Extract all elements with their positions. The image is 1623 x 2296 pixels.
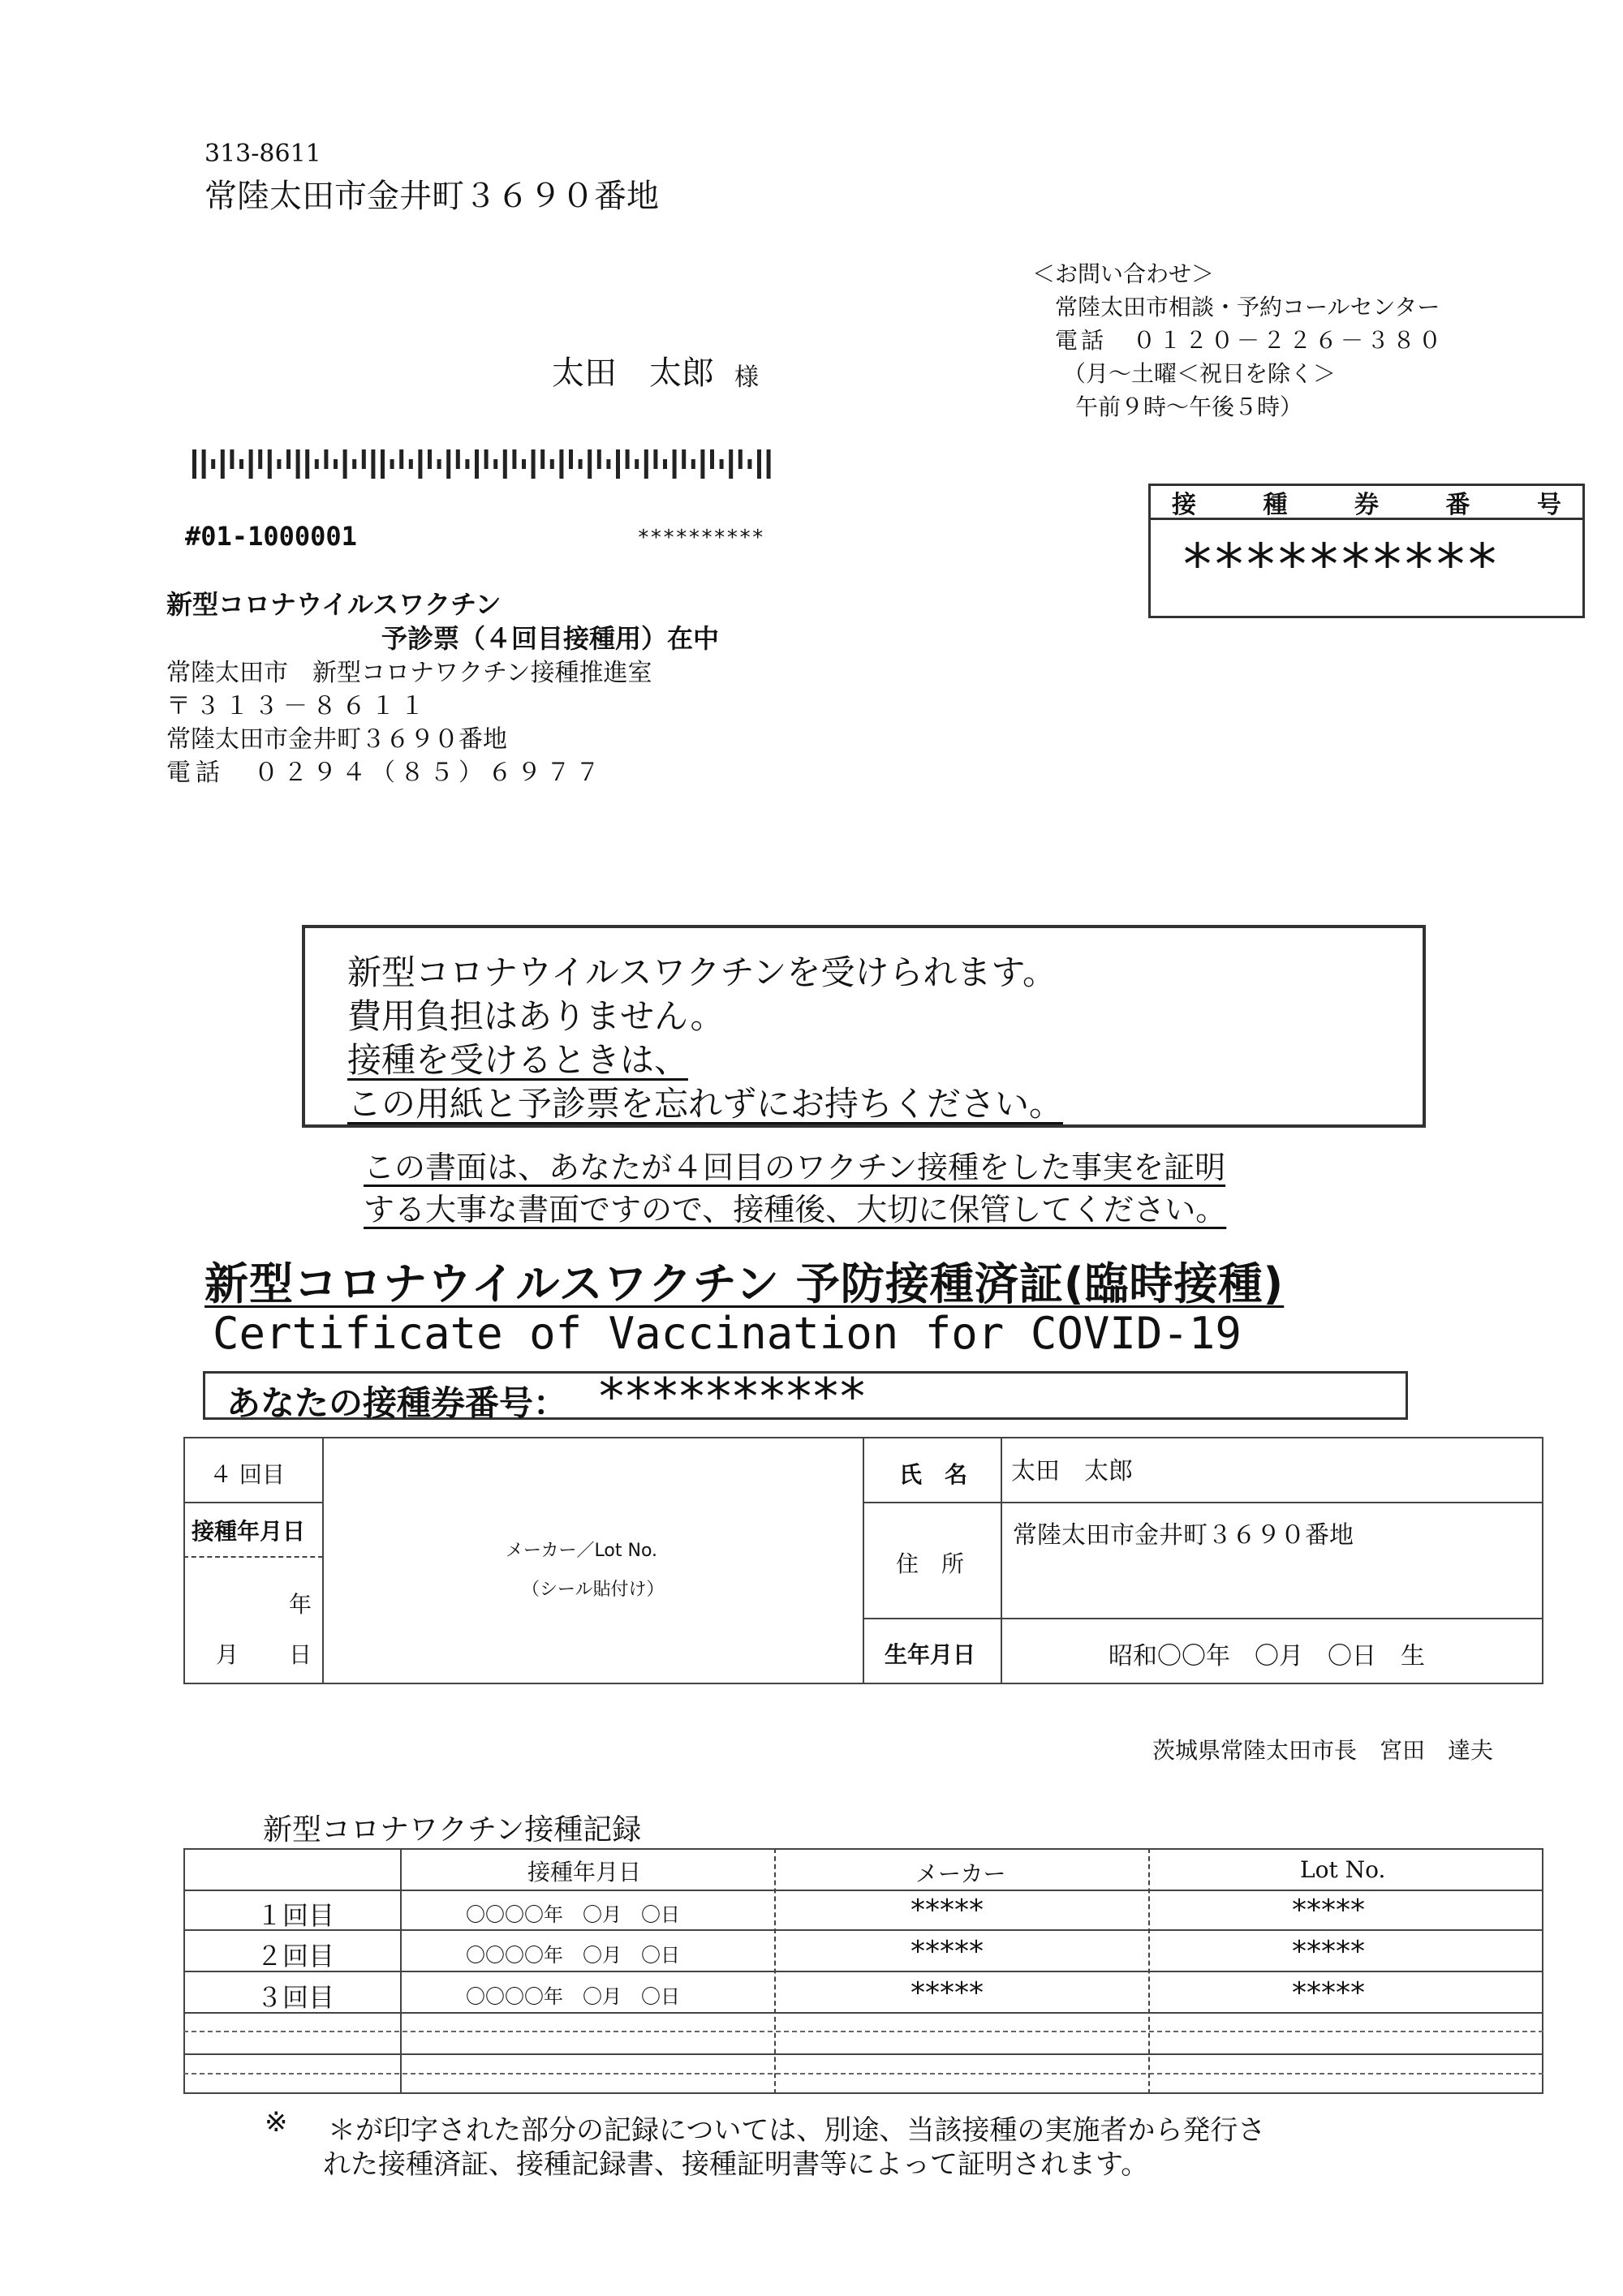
barcode-number: #01-1000001 — [185, 521, 357, 552]
postal-code: 313-8611 — [204, 140, 321, 168]
contact-heading: ＜お問い合わせ＞ — [1032, 260, 1215, 287]
record-maker: ***** — [911, 1976, 984, 2010]
barcode-bar — [446, 449, 450, 479]
voucher-number-value: ********** — [1183, 531, 1500, 598]
divider — [863, 1502, 1543, 1503]
voucher-header-char: 号 — [1537, 490, 1561, 519]
barcode-stars: ********** — [637, 526, 764, 550]
address-line: 常陸太田市金井町３６９０番地 — [204, 178, 659, 215]
barcode-bar — [192, 449, 196, 479]
barcode-bar — [588, 449, 592, 479]
barcode-bar — [710, 449, 714, 469]
notice-line-3: 接種を受けるときは、 — [347, 1040, 689, 1080]
divider — [863, 1618, 1543, 1619]
vaccination-date-label: 接種年月日 — [192, 1518, 306, 1545]
divider — [322, 1437, 324, 1684]
barcode-bar — [503, 449, 507, 479]
barcode-bar — [305, 449, 309, 479]
barcode-bar — [230, 449, 234, 469]
contact-center: 常陸太田市相談・予約コールセンター — [1055, 294, 1440, 320]
barcode-bar — [221, 449, 225, 479]
barcode-bar — [362, 449, 366, 469]
year-label: 年 — [289, 1591, 312, 1618]
voucher-number-header — [1151, 486, 1582, 520]
barcode-bar — [456, 449, 460, 469]
divider — [183, 1890, 1543, 1891]
certificate-voucher-box — [203, 1367, 1408, 1426]
barcode-bar — [522, 459, 526, 469]
divider — [183, 2073, 1543, 2075]
barcode-bar — [673, 449, 677, 479]
record-maker: ***** — [911, 1935, 984, 1968]
customer-barcode — [191, 449, 779, 482]
day-label: 日 — [289, 1641, 312, 1668]
barcode-bar — [277, 459, 281, 469]
barcode-bar — [296, 449, 300, 479]
month-label: 月 — [216, 1641, 239, 1668]
divider — [183, 1556, 323, 1558]
recipient-honorific: 様 — [734, 363, 759, 392]
barcode-bar — [738, 449, 743, 469]
barcode-bar — [399, 449, 403, 469]
recipient-name: 太田 太郎 — [552, 355, 714, 392]
barcode-bar — [315, 459, 319, 469]
record-date: 〇〇〇〇年 〇月 〇日 — [466, 1944, 680, 1967]
contact-hours-days: （月～土曜＜祝日を除く＞ — [1063, 360, 1337, 387]
divider — [183, 2053, 1543, 2055]
certificate-note-line-2: する大事な書面ですので、接種後、大切に保管してください。 — [364, 1192, 1227, 1228]
notice-line-4: この用紙と予診票を忘れずにお持ちください。 — [347, 1084, 1064, 1124]
sender-line-3: 常陸太田市 新型コロナワクチン接種推進室 — [166, 659, 652, 687]
voucher-header-char: 券 — [1354, 490, 1379, 519]
barcode-bar — [540, 449, 545, 469]
birthdate-value: 昭和〇〇年 〇月 〇日 生 — [1109, 1642, 1425, 1670]
sticker-label: メーカー／Lot No. — [506, 1541, 658, 1561]
barcode-bar — [493, 459, 497, 469]
record-date: 〇〇〇〇年 〇月 〇日 — [466, 1985, 680, 2008]
divider — [183, 1502, 323, 1503]
voucher-header-char: 種 — [1263, 490, 1288, 519]
barcode-bar — [532, 449, 536, 479]
barcode-bar — [381, 449, 385, 479]
birthdate-label: 生年月日 — [885, 1641, 976, 1668]
name-label: 氏 名 — [899, 1461, 968, 1488]
record-maker: ***** — [911, 1894, 984, 1927]
certificate-title-jp: 新型コロナウイルスワクチン 予防接種済証(臨時接種) — [204, 1258, 1285, 1309]
divider — [183, 1971, 1543, 1972]
certificate-note-line-1: この書面は、あなたが４回目のワクチン接種をした事実を証明 — [364, 1150, 1226, 1185]
barcode-bar — [729, 449, 733, 479]
barcode-bar — [249, 449, 253, 479]
barcode-bar — [352, 459, 356, 469]
voucher-number-box — [1148, 484, 1585, 618]
barcode-bar — [626, 449, 630, 469]
record-date: 〇〇〇〇年 〇月 〇日 — [466, 1903, 680, 1926]
barcode-bar — [239, 459, 243, 469]
sender-postal: 〒３１３－８６１１ — [166, 692, 429, 720]
dose-label: ４ 回目 — [209, 1461, 285, 1488]
record-lot: ***** — [1292, 1976, 1365, 2010]
barcode-bar — [475, 449, 479, 479]
divider — [863, 1437, 864, 1684]
record-dose: ２回目 — [256, 1941, 335, 1971]
sticker-instruction: （シール貼付け） — [522, 1580, 665, 1600]
barcode-bar — [418, 449, 422, 479]
barcode-bar — [682, 449, 686, 469]
barcode-bar — [616, 449, 620, 479]
notice-box — [302, 925, 1426, 1128]
barcode-bar — [334, 459, 338, 469]
barcode-bar — [635, 459, 639, 469]
certificate-voucher-label: あなたの接種券番号： — [226, 1383, 568, 1423]
barcode-bar — [644, 449, 648, 479]
record-header-lot: Lot No. — [1300, 1856, 1386, 1883]
barcode-bar — [691, 459, 695, 469]
sender-address: 常陸太田市金井町３６９０番地 — [166, 725, 507, 754]
divider — [183, 2031, 1543, 2032]
notice-line-1: 新型コロナウイルスワクチンを受けられます。 — [347, 952, 1057, 992]
voucher-header-char: 接 — [1172, 490, 1196, 519]
barcode-bar — [606, 459, 610, 469]
barcode-bar — [757, 449, 761, 479]
barcode-bar — [720, 459, 724, 469]
barcode-bar — [465, 459, 469, 469]
record-lot: ***** — [1292, 1935, 1365, 1968]
contact-hours-time: 午前９時～午後５時） — [1075, 393, 1303, 420]
barcode-bar — [428, 449, 432, 469]
address-value: 常陸太田市金井町３６９０番地 — [1013, 1521, 1354, 1550]
contact-phone: 電話 ０１２０－２２６－３８０ — [1055, 327, 1445, 354]
barcode-bar — [559, 449, 563, 479]
barcode-bar — [700, 449, 704, 479]
address-label: 住 所 — [896, 1550, 965, 1577]
barcode-bar — [343, 449, 347, 479]
divider — [183, 1929, 1543, 1931]
footnote-mark: ※ — [265, 2106, 288, 2139]
divider — [183, 2012, 1543, 2014]
voucher-header-char: 番 — [1445, 490, 1470, 519]
record-header-maker: メーカー — [915, 1860, 1006, 1887]
barcode-bar — [268, 449, 272, 479]
sender-line-1: 新型コロナウイルスワクチン — [166, 589, 502, 620]
barcode-bar — [484, 449, 489, 469]
barcode-bar — [767, 449, 771, 479]
divider — [1001, 1437, 1002, 1684]
barcode-bar — [202, 449, 206, 479]
barcode-bar — [747, 459, 751, 469]
footnote-line-1: ＊が印字された部分の記録については、別途、当該接種の実施者から発行さ — [328, 2114, 1266, 2147]
notice-line-2: 費用負担はありません。 — [347, 996, 725, 1036]
record-dose: １回目 — [256, 1900, 335, 1931]
barcode-bar — [211, 459, 215, 469]
barcode-bar — [550, 459, 554, 469]
barcode-bar — [569, 449, 573, 469]
footnote-line-2: れた接種済証、接種記録書、接種証明書等によって証明されます。 — [323, 2148, 1149, 2181]
record-lot: ***** — [1292, 1894, 1365, 1927]
barcode-bar — [437, 459, 441, 469]
record-title: 新型コロナワクチン接種記録 — [263, 1813, 642, 1847]
barcode-bar — [512, 449, 516, 469]
record-header-date: 接種年月日 — [527, 1859, 642, 1885]
barcode-bar — [286, 449, 291, 469]
issuer: 茨城県常陸太田市長 宮田 達夫 — [1152, 1737, 1494, 1764]
sender-phone: 電話 ０２９４（８５）６９７７ — [166, 759, 605, 787]
barcode-bar — [390, 459, 394, 469]
barcode-bar — [579, 459, 583, 469]
barcode-bar — [653, 449, 657, 469]
certificate-voucher-value: ********** — [599, 1367, 867, 1426]
sender-line-2: 予診票（４回目接種用）在中 — [381, 623, 720, 654]
barcode-bar — [371, 449, 375, 479]
name-value: 太田 太郎 — [1011, 1457, 1133, 1486]
barcode-bar — [663, 459, 667, 469]
barcode-bar — [324, 449, 328, 469]
barcode-bar — [597, 449, 601, 469]
certificate-title-en: Certificate of Vaccination for COVID-19 — [213, 1308, 1242, 1359]
record-dose: ３回目 — [256, 1982, 335, 2013]
barcode-bar — [258, 449, 262, 469]
barcode-bar — [409, 459, 413, 469]
